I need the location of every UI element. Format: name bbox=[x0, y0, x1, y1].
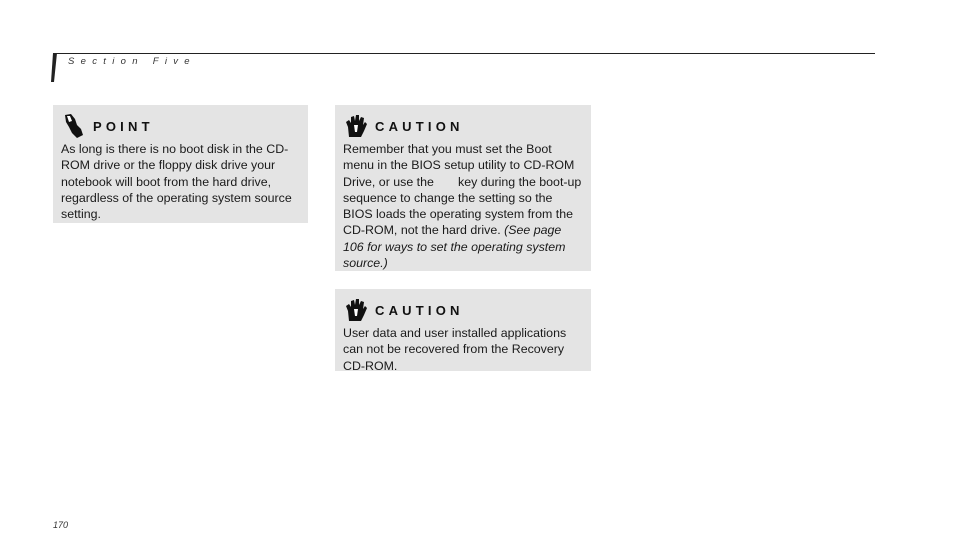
caution-title: CAUTION bbox=[375, 118, 464, 134]
section-label: Section Five bbox=[68, 56, 196, 67]
point-body: As long is there is no boot disk in the CD-ROM drive or the floppy disk drive your notebook will boot from the hard drive, regardless of the operating system source setting. bbox=[61, 142, 292, 222]
point-title: POINT bbox=[93, 118, 154, 134]
caution-body-note: (See page 106 for ways to set the operating system source.) bbox=[343, 223, 566, 271]
header-tick bbox=[51, 53, 57, 82]
caution-box-recovery bbox=[335, 289, 591, 371]
point-box bbox=[53, 105, 308, 223]
caution-title: CAUTION bbox=[375, 302, 464, 318]
caution-box-boot bbox=[335, 105, 591, 271]
caution-body: User data and user installed applications can not be recovered from the Recovery CD-ROM. bbox=[343, 326, 567, 373]
caution-hand-icon bbox=[343, 297, 369, 323]
caution-body bbox=[343, 141, 583, 271]
caution-header bbox=[343, 295, 583, 325]
caution-body-text: Remember that you must set the Boot menu in the BIOS setup utility to CD-ROM Drive, or use the key during the boot-up sequence to change the setting so the BIOS loads the operating system from the CD-ROM, not the hard drive. bbox=[343, 142, 585, 238]
pointing-hand-icon bbox=[61, 113, 87, 139]
caution-header bbox=[343, 111, 583, 141]
header-rule bbox=[53, 53, 875, 54]
page-number: 170 bbox=[53, 520, 69, 530]
point-header bbox=[61, 111, 300, 141]
caution-hand-icon bbox=[343, 113, 369, 139]
